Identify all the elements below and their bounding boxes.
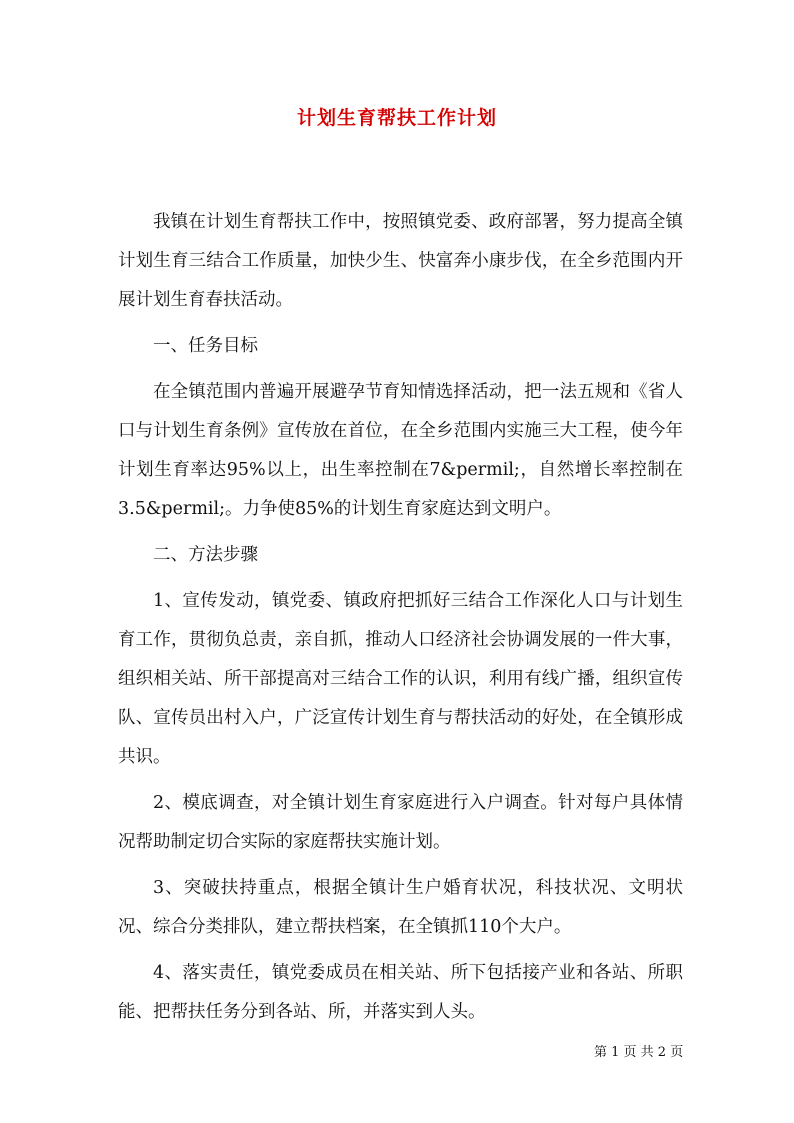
intro-paragraph: 我镇在计划生育帮扶工作中，按照镇党委、政府部署，努力提高全镇计划生育三结合工作质量，加快少生、快富奔小康步伐，在全乡范围内开展计划生育春扶活动。 [118,212,683,310]
section-heading-goals: 一、任务目标 [153,336,258,356]
document-body [118,203,683,1039]
step-paragraph-1: 1、宣传发动，镇党委、镇政府把抓好三结合工作深化人口与计划生育工作，贯彻负总责，亲自抓，推动人口经济社会协调发展的一件大事，组织相关站、所干部提高对三结合工作的认识，利用有线广播，组织宣传队、宣传员出村入户，广泛宣传计划生育与帮扶活动的好处，在全镇形成共识。 [118,591,683,767]
section-heading-steps: 二、方法步骤 [153,545,258,565]
page-number: 第 1 页 共 2 页 [594,1045,684,1060]
step-paragraph-2: 2、模底调查，对全镇计划生育家庭进行入户调查。针对每户具体情况帮助制定切合实际的家庭帮扶实施计划。 [118,793,683,852]
goals-paragraph: 在全镇范围内普遍开展避孕节育知情选择活动，把一法五规和《省人口与计划生育条例》宣传放在首位，在全乡范围内实施三大工程，使今年计划生育率达95%以上，出生率控制在7&permil;，自然增长率控制在3.5&permil;。力争使85%的计划生育家庭达到文明户。 [118,382,683,519]
document-title: 计划生育帮扶工作计划 [296,107,497,129]
step-paragraph-3: 3、突破扶持重点，根据全镇计生户婚育状况，科技状况、文明状况、综合分类排队，建立帮扶档案，在全镇抓110个大户。 [118,878,683,937]
step-paragraph-4: 4、落实责任，镇党委成员在相关站、所下包括接产业和各站、所职能、把帮扶任务分到各站、所，并落实到人头。 [118,963,683,1022]
